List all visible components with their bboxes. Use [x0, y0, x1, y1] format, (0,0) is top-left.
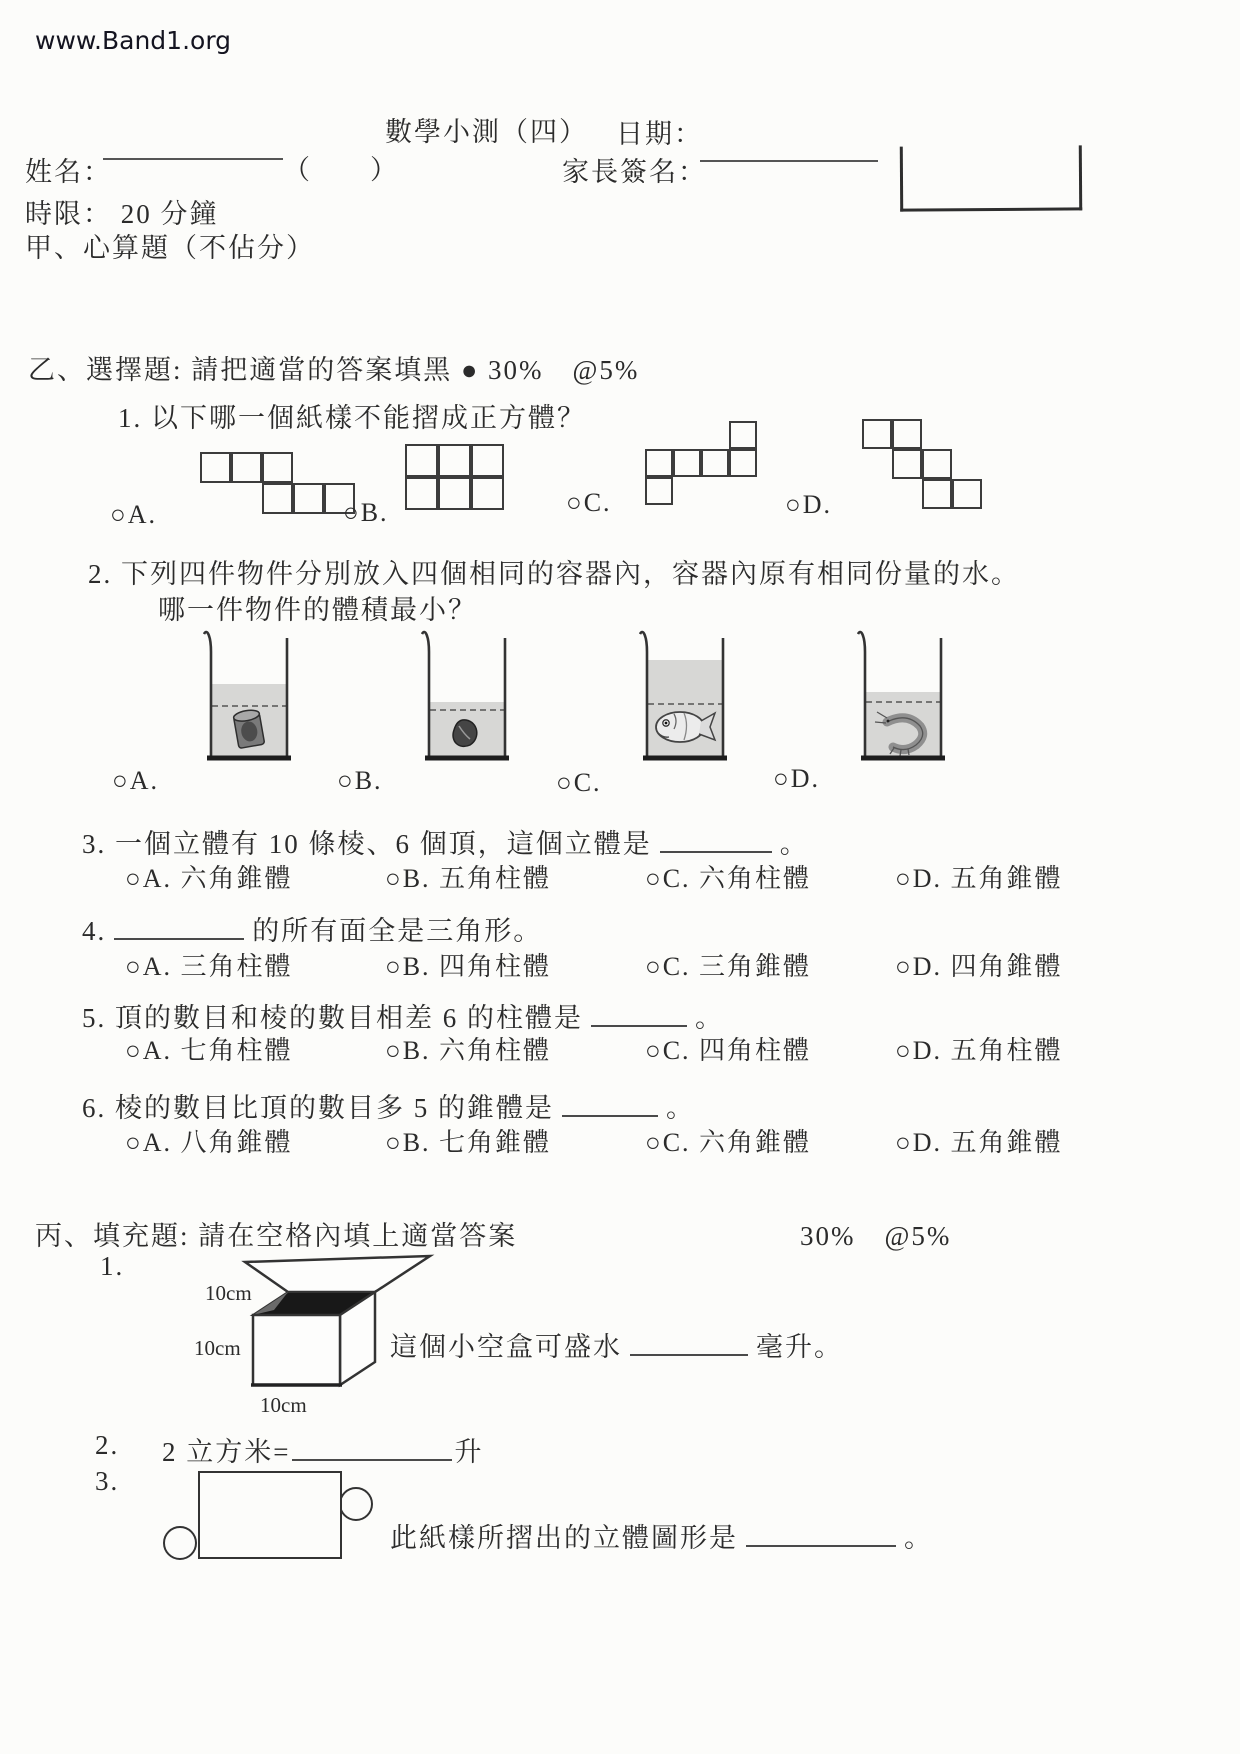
q2-option-d-label: ○D.	[773, 764, 820, 793]
net-square	[673, 449, 701, 477]
date-label: 日期：	[616, 119, 703, 149]
q6-option-d: ○D. 五角錐體	[895, 1128, 1063, 1157]
q1-option-b-label: ○B.	[343, 498, 389, 527]
q1-option-d-label: ○D.	[785, 490, 832, 519]
q2-option-b-label: ○B.	[337, 766, 383, 795]
question-3-text	[82, 822, 809, 861]
q4-pre: 4.	[82, 916, 107, 946]
net-square	[892, 449, 922, 479]
q6-option-b: ○B. 七角錐體	[385, 1128, 552, 1157]
q3-option-a: ○A. 六角錐體	[125, 864, 293, 893]
q3-option-d: ○D. 五角錐體	[895, 864, 1063, 893]
cylinder-net-bottom-circle	[163, 1526, 197, 1560]
net-square	[438, 477, 471, 510]
net-square	[922, 449, 952, 479]
net-square	[892, 419, 922, 449]
cylinder-net-top-circle	[339, 1487, 373, 1521]
beaker-with-shrimp-diagram	[857, 616, 949, 768]
q1-option-c-label: ○C.	[566, 488, 612, 517]
q5-option-c: ○C. 四角柱體	[645, 1036, 812, 1065]
section-b-heading: 乙、選擇題: 請把適當的答案填黑 ● 30% @5%	[28, 355, 640, 385]
box-dimension-top: 10cm	[205, 1281, 252, 1305]
q6-pre: 6. 棱的數目比頂的數目多 5 的錐體是	[82, 1093, 554, 1123]
answer-blank	[630, 1326, 748, 1356]
q3-option-c: ○C. 六角柱體	[645, 864, 812, 893]
parent-signature-line	[700, 160, 878, 162]
q5-option-d: ○D. 五角柱體	[895, 1036, 1063, 1065]
time-limit: 時限： 20 分鐘	[25, 199, 219, 229]
cylinder-net-rectangle	[198, 1471, 342, 1559]
net-square	[231, 452, 262, 483]
c1-text: 這個小空盒可盛水 毫升。	[390, 1325, 843, 1364]
beaker-with-shell-diagram	[421, 616, 513, 768]
box-dimension-bottom: 10cm	[260, 1393, 307, 1417]
answer-blank	[591, 997, 687, 1027]
q6-post: 。	[666, 1093, 695, 1123]
q5-option-b: ○B. 六角柱體	[385, 1036, 552, 1065]
section-c-heading: 丙、填充題: 請在空格內填上適當答案	[35, 1221, 518, 1251]
net-square	[729, 449, 757, 477]
question-4-text	[82, 909, 542, 948]
q5-post: 。	[695, 1003, 724, 1033]
q2-option-a-label: ○A.	[112, 766, 159, 795]
question-2-line2: 哪一件物件的體積最小？	[158, 595, 477, 625]
net-square	[645, 477, 673, 505]
q4-option-a: ○A. 三角柱體	[125, 952, 293, 981]
net-square	[729, 421, 757, 449]
c2-number: 2.	[95, 1430, 120, 1460]
answer-blank	[746, 1517, 896, 1547]
question-1-text: 1. 以下哪一個紙樣不能摺成正方體？	[118, 403, 586, 433]
q3-pre: 3. 一個立體有 10 條棱、6 個頂，這個立體是	[82, 829, 652, 859]
c3-number: 3.	[95, 1466, 120, 1496]
question-2-line1: 2. 下列四件物件分別放入四個相同的容器內，容器內原有相同份量的水。	[88, 559, 1020, 589]
net-square	[471, 444, 504, 477]
question-6-text	[82, 1086, 695, 1125]
beaker-with-can-diagram	[203, 616, 295, 768]
name-label: 姓名：	[25, 157, 112, 187]
answer-blank	[292, 1431, 452, 1461]
section-c-percent: 30% @5%	[800, 1221, 952, 1251]
answer-blank	[660, 823, 772, 853]
q3-option-b: ○B. 五角柱體	[385, 864, 552, 893]
net-square	[862, 419, 892, 449]
net-square	[405, 444, 438, 477]
q5-option-a: ○A. 七角柱體	[125, 1036, 293, 1065]
q6-option-a: ○A. 八角錐體	[125, 1128, 293, 1157]
page-title: 數學小測（四）	[385, 117, 588, 147]
q4-option-c: ○C. 三角錐體	[645, 952, 812, 981]
net-square	[262, 483, 293, 514]
net-square	[701, 449, 729, 477]
net-square	[293, 483, 324, 514]
q1-option-a-label: ○A.	[110, 500, 157, 529]
answer-blank	[114, 910, 244, 940]
site-url: www.Band1.org	[35, 26, 232, 55]
net-square	[952, 479, 982, 509]
q4-option-d: ○D. 四角錐體	[895, 952, 1063, 981]
net-square	[200, 452, 231, 483]
net-square	[262, 452, 293, 483]
c2-text: 2 立方米= 升	[162, 1430, 483, 1469]
q3-post: 。	[779, 829, 809, 859]
c1-number: 1.	[100, 1251, 125, 1281]
beaker-with-fish-diagram	[639, 616, 731, 768]
net-square	[438, 444, 471, 477]
q2-option-c-label: ○C.	[556, 768, 602, 797]
answer-blank	[562, 1087, 658, 1117]
box-dimension-left: 10cm	[194, 1336, 241, 1360]
parent-signature-label: 家長簽名：	[562, 157, 707, 187]
name-blank-line	[103, 158, 283, 160]
section-a-heading: 甲、心算題（不佔分）	[25, 233, 315, 263]
net-square	[922, 479, 952, 509]
q4-post: 的所有面全是三角形。	[252, 916, 543, 946]
net-square	[645, 449, 673, 477]
q6-option-c: ○C. 六角錐體	[645, 1128, 812, 1157]
q4-option-b: ○B. 四角柱體	[385, 952, 552, 981]
net-square	[405, 477, 438, 510]
net-square	[471, 477, 504, 510]
class-number-paren: （ ）	[283, 155, 399, 185]
c3-text: 此紙樣所摺出的立體圖形是 。	[390, 1516, 933, 1555]
score-box	[900, 145, 1082, 211]
q5-pre: 5. 頂的數目和棱的數目相差 6 的柱體是	[82, 1003, 583, 1033]
